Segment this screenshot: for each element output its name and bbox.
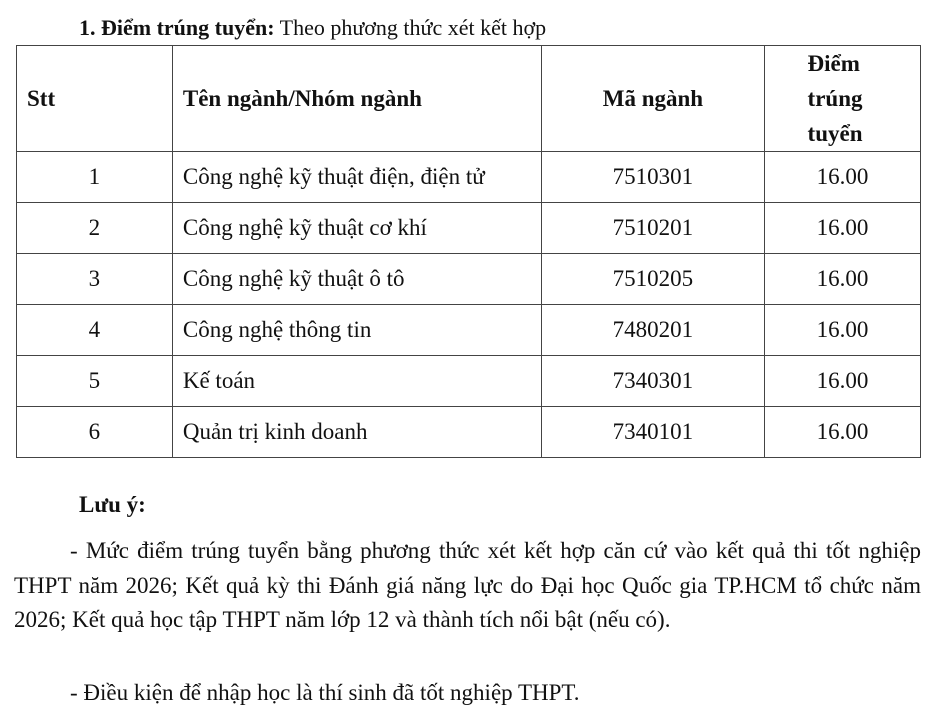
cell-major-name: Công nghệ kỹ thuật ô tô xyxy=(172,254,541,305)
cell-stt: 2 xyxy=(17,203,173,254)
table-row xyxy=(17,407,921,458)
cell-score: 16.00 xyxy=(765,305,921,356)
table-row xyxy=(17,356,921,407)
section-method-text: Theo phương thức xét kết hợp xyxy=(279,15,547,40)
header-score-label: Điểm trúng tuyển xyxy=(807,51,863,146)
cell-major-code: 7510301 xyxy=(541,152,764,203)
cell-major-code: 7510201 xyxy=(541,203,764,254)
cell-score: 16.00 xyxy=(765,254,921,305)
cell-major-name: Công nghệ thông tin xyxy=(172,305,541,356)
note-paragraph-criteria: - Mức điểm trúng tuyển bằng phương thức xét kết hợp căn cứ vào kết quả thi tốt nghiệp THPT năm 2026; Kết quả kỳ thi Đánh giá năng lực do Đại học Quốc gia TP.HCM tổ chức năm 2026; Kết quả học tập THPT năm lớp 12 và thành tích nổi bật (nếu có). xyxy=(14,538,921,632)
section-heading xyxy=(79,14,546,42)
cell-major-name: Quản trị kinh doanh xyxy=(172,407,541,458)
table-row xyxy=(17,254,921,305)
table-row xyxy=(17,203,921,254)
cell-major-code: 7480201 xyxy=(541,305,764,356)
notes-title: Lưu ý: xyxy=(79,492,146,517)
cell-stt: 4 xyxy=(17,305,173,356)
cell-stt: 5 xyxy=(17,356,173,407)
cell-score: 16.00 xyxy=(765,407,921,458)
header-admission-score xyxy=(765,46,921,152)
cell-score: 16.00 xyxy=(765,152,921,203)
cell-stt: 6 xyxy=(17,407,173,458)
cell-major-name: Công nghệ kỹ thuật điện, điện tử xyxy=(172,152,541,203)
cell-major-code: 7340301 xyxy=(541,356,764,407)
cell-major-name: Kế toán xyxy=(172,356,541,407)
admission-scores-table xyxy=(16,45,921,458)
cell-stt: 1 xyxy=(17,152,173,203)
table-row xyxy=(17,152,921,203)
cell-major-code: 7510205 xyxy=(541,254,764,305)
cell-major-name: Công nghệ kỹ thuật cơ khí xyxy=(172,203,541,254)
table-header-row xyxy=(17,46,921,152)
header-stt: Stt xyxy=(17,46,173,152)
cell-major-code: 7340101 xyxy=(541,407,764,458)
header-major-name: Tên ngành/Nhóm ngành xyxy=(172,46,541,152)
cell-score: 16.00 xyxy=(765,356,921,407)
cell-score: 16.00 xyxy=(765,203,921,254)
header-major-code: Mã ngành xyxy=(541,46,764,152)
cell-stt: 3 xyxy=(17,254,173,305)
section-number-label: 1. Điểm trúng tuyển: xyxy=(79,15,275,40)
note-paragraph-enrollment-condition: - Điều kiện để nhập học là thí sinh đã tốt nghiệp THPT. xyxy=(70,680,580,705)
table-row xyxy=(17,305,921,356)
